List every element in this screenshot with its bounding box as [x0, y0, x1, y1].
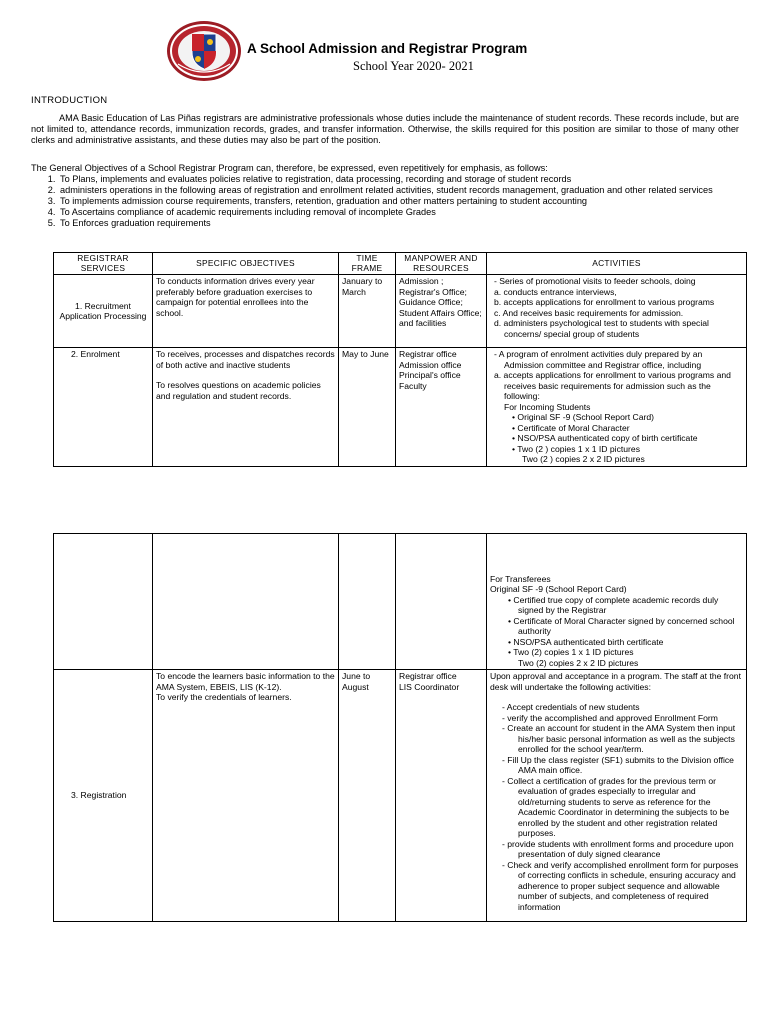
- objective-text: To verify the credentials of learners.: [156, 692, 292, 702]
- manpower-item: Registrar office: [399, 671, 457, 681]
- header-manpower: MANPOWER AND RESOURCES: [396, 253, 487, 275]
- manpower-item: LIS Coordinator: [399, 681, 460, 692]
- document-title: A School Admission and Registrar Program: [247, 41, 528, 56]
- manpower-cell: [396, 348, 487, 467]
- activity-item: - Create an account for student in the AMA System then input his/her basic personal information as well as the subjects enrolled for the school year/term.: [502, 723, 736, 754]
- objective-text: To receives, processes and dispatches records of both active and inactive students: [156, 349, 335, 370]
- empty-cell: [396, 534, 487, 670]
- activity-item: - verify the accomplished and approved Enrollment Form: [502, 712, 718, 723]
- objective-item: 1. To Plans, implements and evaluates policies relative to registration, data processing, recording and storage of student records: [58, 174, 766, 185]
- activity-item: - Accept credentials of new students: [502, 702, 640, 712]
- objective-cell: To conducts information drives every year preferably before graduation exercises to campaign for potential enrollees into the school.: [153, 275, 339, 348]
- service-label: 2. Enrolment: [71, 349, 120, 359]
- school-year: School Year 2020- 2021: [353, 59, 474, 73]
- objective-item: 3. To implements admission course requirements, transfers, retention, graduation and other matters pertaining to student accounting: [58, 196, 766, 207]
- requirement-item: • Two (2) copies 1 x 1 ID pictures: [508, 647, 634, 657]
- objective-text: To resolves questions on academic policies and regulation and student records.: [156, 380, 321, 401]
- time-frame-cell: June to August: [339, 670, 396, 922]
- requirement-item: • Original SF -9 (School Report Card): [512, 412, 654, 422]
- table-header-row: [54, 253, 747, 275]
- registrar-services-table: [53, 252, 747, 467]
- table-row: [54, 275, 747, 348]
- activity-item: a. accepts applications for enrollment to various programs and receives basic requirements for admission such as the following:: [494, 370, 731, 401]
- manpower-cell: [396, 670, 487, 922]
- empty-cell: [339, 534, 396, 670]
- activity-item: - provide students with enrollment forms and procedure upon presentation of duly signed clearance: [502, 838, 734, 859]
- requirement-item: • Certificate of Moral Character: [512, 422, 630, 433]
- service-recruitment: 1. Recruitment Application Processing: [54, 275, 153, 348]
- header-specific-objectives: SPECIFIC OBJECTIVES: [153, 253, 339, 275]
- empty-cell: [54, 534, 153, 670]
- header-activities: ACTIVITIES: [487, 253, 747, 275]
- transferee-label: For Transferees: [490, 573, 551, 584]
- table-row: [54, 348, 747, 467]
- header-time-frame: TIME FRAME: [339, 253, 396, 275]
- activity-lead: Upon approval and acceptance in a program. The staff at the front desk will undertake the following activities:: [490, 671, 741, 692]
- intro-paragraph: AMA Basic Education of Las Piñas registrars are administrative professionals whose duties include the maintenance of student records. These records include, but are not limited to, attendance records, immunization records, grades, and transfer information. Otherwise, the skills required for this position are similar to those of many other clerks and administrative assistants, and these duties may also be part of the position.: [31, 113, 739, 145]
- requirement-item: • Certified true copy of complete academic records duly signed by the Registrar: [508, 594, 719, 615]
- header-registrar-services: REGISTRAR SERVICES: [54, 253, 153, 275]
- objective-cell: [153, 670, 339, 922]
- school-crest-icon: [166, 20, 242, 82]
- activity-item: a. conducts entrance interviews,: [494, 286, 617, 297]
- requirement-item: • NSO/PSA authenticated birth certificate: [508, 636, 664, 647]
- service-enrolment: [54, 348, 153, 467]
- activities-cell: [487, 534, 747, 670]
- manpower-item: Admission office: [399, 359, 462, 370]
- activity-item: - Series of promotional visits to feeder schools, doing: [494, 276, 696, 286]
- transferee-lead: Original SF -9 (School Report Card): [490, 584, 627, 594]
- registrar-services-table-continued: [53, 533, 747, 922]
- objective-item: 2. administers operations in the following areas of registration and enrollment related activities, student records management, graduation and other related services: [58, 185, 766, 196]
- general-objectives-lead: The General Objectives of a School Registrar Program can, therefore, be expressed, even repetitively for emphasis, as follows:: [31, 163, 548, 173]
- time-frame-cell: January to March: [339, 275, 396, 348]
- activities-cell: [487, 670, 747, 922]
- time-frame-cell: May to June: [339, 348, 396, 467]
- intro-heading: INTRODUCTION: [31, 95, 108, 106]
- service-registration: [54, 670, 153, 922]
- activity-item: - A program of enrolment activities duly prepared by an Admission committee and Registrar office, including: [494, 349, 703, 370]
- manpower-item: Principal's office: [399, 370, 461, 380]
- requirement-item: Two (2 ) copies 2 x 2 ID pictures: [522, 454, 645, 464]
- requirement-item: • NSO/PSA authenticated copy of birth certificate: [512, 433, 698, 443]
- manpower-item: Registrar office: [399, 349, 457, 359]
- manpower-item: Faculty: [399, 380, 427, 391]
- table-row: [54, 534, 747, 670]
- activities-cell: [487, 275, 747, 348]
- activity-item: d. administers psychological test to students with special concerns/ special group of students: [494, 318, 709, 339]
- activity-item: - Collect a certification of grades for the previous term or evaluation of grades especially to irregular and old/returning students to serve as reference for the Academic Coordinator in determining the subjects to be enrolled by the student and other registration related purposes.: [502, 775, 730, 838]
- activity-item: - Fill Up the class register (SF1) submits to the Division office AMA main office.: [502, 754, 734, 775]
- service-label: 3. Registration: [71, 790, 127, 801]
- incoming-label: For Incoming Students: [504, 401, 591, 412]
- requirement-item: • Two (2 ) copies 1 x 1 ID pictures: [512, 443, 640, 454]
- table-row: [54, 670, 747, 922]
- requirement-item: Two (2) copies 2 x 2 ID pictures: [518, 657, 639, 668]
- general-objectives-list: [31, 174, 766, 229]
- activity-item: c. And receives basic requirements for admission.: [494, 307, 684, 318]
- requirement-item: • Certificate of Moral Character signed by concerned school authority: [508, 615, 735, 636]
- manpower-cell: Admission ; Registrar's Office; Guidance Office; Student Affairs Office; and facilities: [396, 275, 487, 348]
- empty-cell: [153, 534, 339, 670]
- activity-item: b. accepts applications for enrollment to various programs: [494, 297, 715, 307]
- objective-text: To encode the learners basic information to the AMA System, EBEIS, LIS (K-12).: [156, 671, 335, 692]
- objective-cell: [153, 348, 339, 467]
- objective-item: 5. To Enforces graduation requirements: [58, 218, 766, 229]
- activity-item: - Check and verify accomplished enrollment form for purposes of correcting conflicts in schedule, ensuring accuracy and adherence to proper subject sequence and allowable number of subjects, and completeness of required information: [502, 859, 739, 912]
- activities-cell: [487, 348, 747, 467]
- objective-item: 4. To Ascertains compliance of academic requirements including removal of incomplete Grades: [58, 207, 766, 218]
